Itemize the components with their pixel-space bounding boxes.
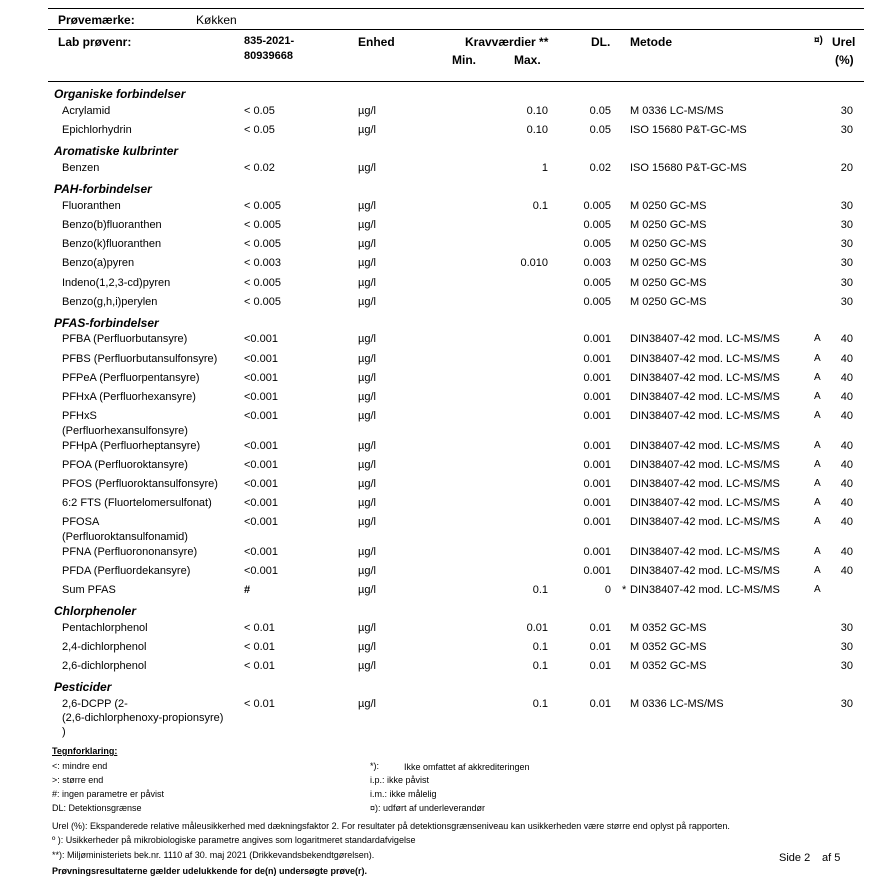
subcontractor-flag: A: [814, 372, 821, 383]
result-value: < 0.005: [244, 238, 282, 250]
unit-value: µg/l: [358, 372, 376, 384]
dl-value: 0.003: [583, 257, 611, 269]
method-value: M 0250 GC-MS: [630, 257, 707, 269]
unit-value: µg/l: [358, 353, 376, 365]
dl-value: 0.01: [589, 660, 611, 672]
parameter-name: 2,6-DCPP (2-: [62, 698, 128, 710]
group-title-pesticides: Pesticider: [54, 680, 112, 694]
method-value: M 0336 LC-MS/MS: [630, 105, 724, 117]
urel-value: 40: [840, 546, 853, 558]
result-value: <0.001: [244, 478, 278, 490]
parameter-name: PFBS (Perfluorbutansulfonsyre): [62, 353, 218, 365]
requirement-header: Kravværdier **: [465, 35, 549, 49]
parameter-name-continued: (2,6-dichlorphenoxy-propionsyre): [62, 712, 224, 724]
unit-header: Enhed: [358, 35, 395, 49]
urel-value: 30: [840, 238, 853, 250]
urel-value: 20: [840, 162, 853, 174]
result-value: < 0.005: [244, 277, 282, 289]
unit-value: µg/l: [358, 440, 376, 452]
max-value: 0.10: [526, 105, 548, 117]
subcontractor-flag: A: [814, 440, 821, 451]
dl-value: 0.05: [589, 124, 611, 136]
method-value: DIN38407-42 mod. LC-MS/MS: [630, 410, 780, 422]
page-number: Side 2: [779, 852, 811, 864]
result-value: #: [244, 584, 251, 596]
legend-not-measurable: i.m.: ikke målelig: [370, 789, 437, 799]
urel-value: 40: [840, 353, 853, 365]
urel-value: 40: [840, 516, 853, 528]
result-value: <0.001: [244, 459, 278, 471]
dl-value: 0.02: [589, 162, 611, 174]
subcontractor-flag: A: [814, 497, 821, 508]
parameter-name: Benzo(k)fluoranthen: [62, 238, 162, 250]
lab-number-label: Lab prøvenr:: [58, 35, 132, 49]
max-value: 0.010: [520, 257, 548, 269]
method-value: M 0250 GC-MS: [630, 238, 707, 250]
urel-value: 30: [840, 641, 853, 653]
unit-value: µg/l: [358, 516, 376, 528]
parameter-name: PFHxA (Perfluorhexansyre): [62, 391, 196, 403]
dl-value: 0.001: [583, 516, 611, 528]
dl-value: 0.005: [583, 200, 611, 212]
dl-value: 0.01: [589, 641, 611, 653]
method-value: ISO 15680 P&T-GC-MS: [630, 124, 747, 136]
parameter-name: Indeno(1,2,3-cd)pyren: [62, 277, 171, 289]
method-value: DIN38407-42 mod. LC-MS/MS: [630, 546, 780, 558]
result-value: < 0.003: [244, 257, 282, 269]
method-value: M 0250 GC-MS: [630, 296, 707, 308]
result-value: <0.001: [244, 440, 278, 452]
result-value: <0.001: [244, 353, 278, 365]
unit-value: µg/l: [358, 546, 376, 558]
dl-value: 0.001: [583, 478, 611, 490]
parameter-name: 6:2 FTS (Fluortelomersulfonat): [62, 497, 212, 509]
parameter-name-continued: ): [62, 726, 66, 738]
unit-value: µg/l: [358, 200, 376, 212]
method-value: DIN38407-42 mod. LC-MS/MS: [630, 478, 780, 490]
method-value: DIN38407-42 mod. LC-MS/MS: [630, 584, 780, 596]
max-value: 0.1: [532, 584, 548, 596]
result-value: < 0.005: [244, 296, 282, 308]
parameter-name: Benzo(b)fluoranthen: [62, 219, 162, 231]
urel-value: 30: [840, 660, 853, 672]
max-value: 1: [541, 162, 548, 174]
unit-value: µg/l: [358, 565, 376, 577]
ministry-note: **): Miljøministeriets bek.nr. 1110 af 30. maj 2021 (Drikkevandsbekendtgørelsen).: [52, 850, 375, 860]
subcontractor-flag: A: [814, 546, 821, 557]
urel-value: 30: [840, 622, 853, 634]
method-value: M 0352 GC-MS: [630, 622, 707, 634]
urel-value: 40: [840, 410, 853, 422]
method-value: M 0250 GC-MS: [630, 200, 707, 212]
urel-value: 40: [840, 372, 853, 384]
unit-value: µg/l: [358, 219, 376, 231]
result-value: <0.001: [244, 497, 278, 509]
urel-value: 40: [840, 478, 853, 490]
unit-value: µg/l: [358, 622, 376, 634]
max-value: 0.10: [526, 124, 548, 136]
dl-value: 0: [604, 584, 611, 596]
min-header: Min.: [452, 53, 476, 67]
unit-value: µg/l: [358, 162, 376, 174]
microbiology-note: º ): Usikkerheder på mikrobiologiske parametre angives som logaritmeret standardafvigelse: [52, 835, 416, 845]
dl-value: 0.001: [583, 565, 611, 577]
dl-value: 0.01: [589, 698, 611, 710]
method-value: M 0352 GC-MS: [630, 660, 707, 672]
dl-value: 0.001: [583, 391, 611, 403]
legend-star-symbol: *):: [370, 761, 379, 771]
result-value: <0.001: [244, 333, 278, 345]
result-value: < 0.005: [244, 219, 282, 231]
lab-number-line2: 80939668: [244, 50, 293, 62]
parameter-name: PFOSA: [62, 516, 100, 528]
result-value: <0.001: [244, 546, 278, 558]
lab-number-line1: 835-2021-: [244, 35, 295, 47]
legend-greater-than: >: større end: [52, 775, 104, 785]
dl-value: 0.001: [583, 410, 611, 422]
unit-value: µg/l: [358, 410, 376, 422]
urel-value: 30: [840, 124, 853, 136]
urel-value: 40: [840, 497, 853, 509]
result-value: < 0.01: [244, 641, 275, 653]
dl-header: DL.: [591, 35, 611, 49]
parameter-name: PFBA (Perfluorbutansyre): [62, 333, 188, 345]
result-value: < 0.05: [244, 124, 275, 136]
urel-note: Urel (%): Ekspanderede relative måleusikkerhed med dækningsfaktor 2. For resultater på detektionsgrænseniveau kan usikkerheden være større end oplyst på rapporten.: [52, 821, 730, 831]
dl-value: 0.005: [583, 296, 611, 308]
subcontractor-flag: A: [814, 391, 821, 402]
dl-value: 0.001: [583, 459, 611, 471]
parameter-name: Epichlorhydrin: [62, 124, 132, 136]
method-value: DIN38407-42 mod. LC-MS/MS: [630, 353, 780, 365]
group-title-aromatic: Aromatiske kulbrinter: [54, 144, 179, 158]
urel-value: 40: [840, 440, 853, 452]
not-accredited-mark: *: [622, 584, 627, 596]
unit-value: µg/l: [358, 124, 376, 136]
legend-subcontractor: ¤): udført af underleverandør: [370, 803, 486, 813]
parameter-name: PFPeA (Perfluorpentansyre): [62, 372, 200, 384]
sample-mark-rule: [48, 29, 864, 30]
validity-note: Prøvningsresultaterne gælder udelukkende for de(n) undersøgte prøve(r).: [52, 866, 368, 876]
subcontractor-flag: A: [814, 478, 821, 489]
method-value: ISO 15680 P&T-GC-MS: [630, 162, 747, 174]
urel-header: Urel: [832, 35, 856, 49]
urel-value: 30: [840, 105, 853, 117]
parameter-name: PFNA (Perfluorononansyre): [62, 546, 198, 558]
parameter-name: PFOS (Perfluoroktansulfonsyre): [62, 478, 218, 490]
result-value: < 0.01: [244, 622, 275, 634]
method-value: DIN38407-42 mod. LC-MS/MS: [630, 333, 780, 345]
dl-value: 0.001: [583, 546, 611, 558]
method-value: DIN38407-42 mod. LC-MS/MS: [630, 565, 780, 577]
dl-value: 0.01: [589, 622, 611, 634]
unit-value: µg/l: [358, 296, 376, 308]
unit-value: µg/l: [358, 497, 376, 509]
dl-value: 0.005: [583, 238, 611, 250]
urel-unit-header: (%): [835, 53, 854, 67]
legend-not-accredited: Ikke omfattet af akkrediteringen: [404, 762, 530, 772]
method-value: M 0336 LC-MS/MS: [630, 698, 724, 710]
urel-value: 40: [840, 391, 853, 403]
result-value: <0.001: [244, 516, 278, 528]
parameter-name: Benzen: [62, 162, 100, 174]
unit-value: µg/l: [358, 478, 376, 490]
unit-value: µg/l: [358, 698, 376, 710]
dl-value: 0.005: [583, 219, 611, 231]
legend-detection-limit: DL: Detektionsgrænse: [52, 803, 142, 813]
unit-value: µg/l: [358, 660, 376, 672]
parameter-name: Sum PFAS: [62, 584, 116, 596]
result-value: < 0.05: [244, 105, 275, 117]
subcontractor-flag: A: [814, 333, 821, 344]
legend-hash: #: ingen parametre er påvist: [52, 789, 165, 799]
parameter-name-continued: (Perfluorhexansulfonsyre): [62, 425, 188, 437]
result-value: < 0.005: [244, 200, 282, 212]
urel-value: 40: [840, 459, 853, 471]
result-value: < 0.01: [244, 698, 275, 710]
method-value: DIN38407-42 mod. LC-MS/MS: [630, 440, 780, 452]
unit-value: µg/l: [358, 459, 376, 471]
dl-value: 0.05: [589, 105, 611, 117]
method-value: M 0352 GC-MS: [630, 641, 707, 653]
max-header: Max.: [514, 53, 541, 67]
sample-mark-label: Prøvemærke:: [58, 13, 135, 27]
legend-title: Tegnforklaring:: [52, 746, 118, 756]
header-rule: [48, 81, 864, 82]
sample-mark-value: Køkken: [196, 13, 237, 27]
unit-value: µg/l: [358, 257, 376, 269]
parameter-name: 2,4-dichlorphenol: [62, 641, 147, 653]
parameter-name: PFDA (Perfluordekansyre): [62, 565, 191, 577]
urel-value: 30: [840, 257, 853, 269]
parameter-name: Benzo(a)pyren: [62, 257, 135, 269]
parameter-name-continued: (Perfluoroktansulfonamid): [62, 531, 188, 543]
max-value: 0.01: [526, 622, 548, 634]
urel-value: 30: [840, 277, 853, 289]
parameter-name: Acrylamid: [62, 105, 111, 117]
result-value: <0.001: [244, 391, 278, 403]
method-value: DIN38407-42 mod. LC-MS/MS: [630, 372, 780, 384]
urel-value: 30: [840, 219, 853, 231]
dl-value: 0.001: [583, 333, 611, 345]
unit-value: µg/l: [358, 277, 376, 289]
method-value: DIN38407-42 mod. LC-MS/MS: [630, 391, 780, 403]
legend-not-detected: i.p.: ikke påvist: [370, 775, 430, 785]
subcontractor-flag: A: [814, 516, 821, 527]
dl-value: 0.001: [583, 440, 611, 452]
dl-value: 0.005: [583, 277, 611, 289]
parameter-name: 2,6-dichlorphenol: [62, 660, 147, 672]
subcontractor-header: ¤): [814, 35, 823, 46]
dl-value: 0.001: [583, 497, 611, 509]
parameter-name: Fluoranthen: [62, 200, 121, 212]
urel-value: 30: [840, 698, 853, 710]
urel-value: 30: [840, 200, 853, 212]
method-header: Metode: [630, 35, 672, 49]
unit-value: µg/l: [358, 391, 376, 403]
urel-value: 40: [840, 333, 853, 345]
unit-value: µg/l: [358, 238, 376, 250]
unit-value: µg/l: [358, 641, 376, 653]
method-value: DIN38407-42 mod. LC-MS/MS: [630, 459, 780, 471]
method-value: M 0250 GC-MS: [630, 219, 707, 231]
parameter-name: Benzo(g,h,i)perylen: [62, 296, 158, 308]
urel-value: 30: [840, 296, 853, 308]
max-value: 0.1: [532, 200, 548, 212]
parameter-name: PFHpA (Perfluorheptansyre): [62, 440, 201, 452]
max-value: 0.1: [532, 698, 548, 710]
max-value: 0.1: [532, 641, 548, 653]
urel-value: 40: [840, 565, 853, 577]
result-value: <0.001: [244, 565, 278, 577]
subcontractor-flag: A: [814, 459, 821, 470]
unit-value: µg/l: [358, 584, 376, 596]
dl-value: 0.001: [583, 353, 611, 365]
group-title-chlorophenols: Chlorphenoler: [54, 604, 137, 618]
legend-less-than: <: mindre end: [52, 761, 108, 771]
method-value: DIN38407-42 mod. LC-MS/MS: [630, 516, 780, 528]
method-value: DIN38407-42 mod. LC-MS/MS: [630, 497, 780, 509]
parameter-name: Pentachlorphenol: [62, 622, 148, 634]
parameter-name: PFOA (Perfluoroktansyre): [62, 459, 188, 471]
group-title-pfas: PFAS-forbindelser: [54, 316, 159, 330]
group-title-organic: Organiske forbindelser: [54, 87, 186, 101]
subcontractor-flag: A: [814, 584, 821, 595]
result-value: < 0.01: [244, 660, 275, 672]
top-rule: [48, 8, 864, 9]
parameter-name: PFHxS: [62, 410, 97, 422]
subcontractor-flag: A: [814, 410, 821, 421]
subcontractor-flag: A: [814, 353, 821, 364]
dl-value: 0.001: [583, 372, 611, 384]
result-value: <0.001: [244, 372, 278, 384]
method-value: M 0250 GC-MS: [630, 277, 707, 289]
group-title-pah: PAH-forbindelser: [54, 182, 152, 196]
unit-value: µg/l: [358, 105, 376, 117]
unit-value: µg/l: [358, 333, 376, 345]
page-total: af 5: [822, 852, 841, 864]
max-value: 0.1: [532, 660, 548, 672]
subcontractor-flag: A: [814, 565, 821, 576]
result-value: < 0.02: [244, 162, 275, 174]
result-value: <0.001: [244, 410, 278, 422]
